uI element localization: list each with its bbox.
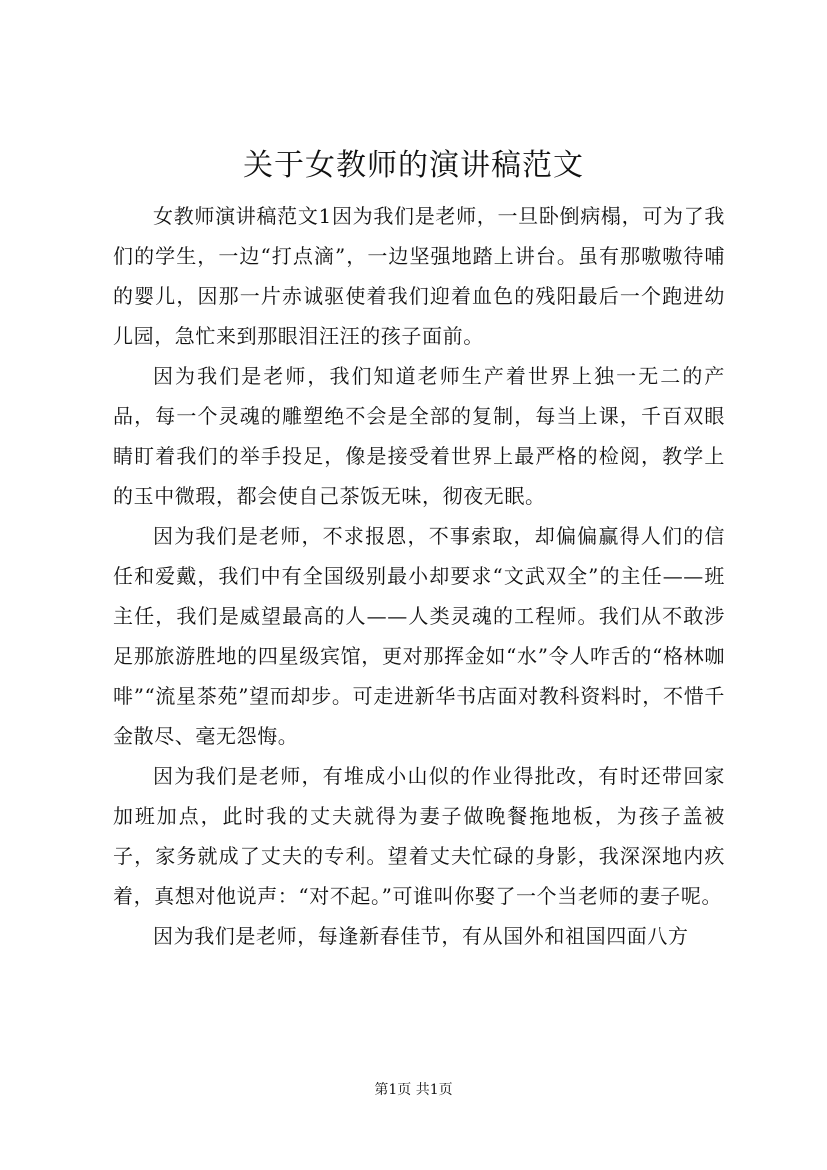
paragraph-5: 因为我们是老师，每逢新春佳节，有从国外和祖国四面八方 <box>153 924 689 948</box>
paragraph-2: 因为我们是老师，我们知道老师生产着世界上独一无二的产品，每一个灵魂的雕塑绝不会是全部的复制，每当上课，千百双眼睛盯着我们的举手投足，像是接受着世界上最严格的检阅，教学上的玉中微瑕，都会使自己茶饭无味，彻夜无眠。 <box>113 364 725 508</box>
document-body <box>113 196 725 956</box>
paragraph-4: 因为我们是老师，有堆成小山似的作业得批改，有时还带回家加班加点，此时我的丈夫就得为妻子做晚餐拖地板，为孩子盖被子，家务就成了丈夫的专利。望着丈夫忙碌的身影，我深深地内疚着，真想对他说声：“对不起。”可谁叫你娶了一个当老师的妻子呢。 <box>113 764 725 908</box>
page-number-footer: 第1页 共1页 <box>374 1082 453 1098</box>
paragraph-3: 因为我们是老师，不求报恩，不事索取，却偏偏赢得人们的信任和爱戴，我们中有全国级别最小却要求“文武双全”的主任——班主任，我们是威望最高的人——人类灵魂的工程师。我们从不敢涉足那旅游胜地的四星级宾馆，更对那挥金如“水”令人咋舌的“格林咖啡”“流星茶苑”望而却步。可走进新华书店面对教科资料时，不惜千金散尽、毫无怨悔。 <box>113 524 725 748</box>
paragraph-1: 女教师演讲稿范文1因为我们是老师，一旦卧倒病榻，可为了我们的学生，一边“打点滴”，一边坚强地踏上讲台。虽有那嗷嗷待哺的婴儿，因那一片赤诚驱使着我们迎着血色的残阳最后一个跑进幼儿园，急忙来到那眼泪汪汪的孩子面前。 <box>113 204 725 348</box>
document-title: 关于女教师的演讲稿范文 <box>243 148 584 183</box>
